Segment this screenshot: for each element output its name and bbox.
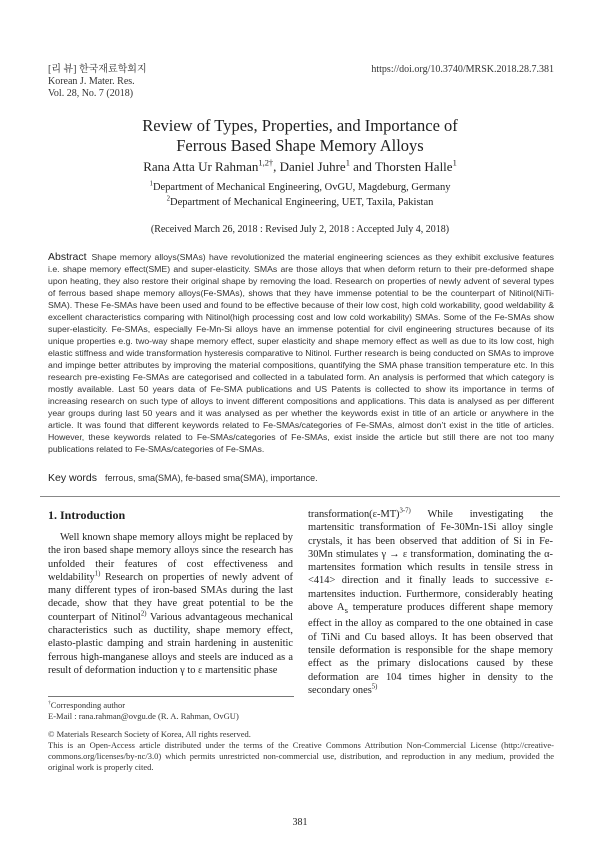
author-separator: , [273, 159, 280, 174]
author-affiliation-mark: 1,2† [258, 157, 274, 168]
citation-mark: 5) [371, 683, 378, 691]
footnote-mark: † [48, 700, 51, 707]
paper-title [0, 116, 600, 156]
journal-volume: Vol. 28, No. 7 (2018) [48, 88, 134, 99]
author-separator: and [349, 159, 375, 174]
keywords [48, 472, 318, 484]
affiliation-2 [0, 196, 600, 209]
keywords-text: ferrous, sma(SMA), fe-based sma(SMA), importance. [105, 473, 318, 483]
journal-korean: [리 뷰] 한국재료학회지 [48, 64, 147, 75]
journal-header [48, 64, 147, 100]
affiliation-text: Department of Mechanical Engineering, UET, Taxila, Pakistan [170, 197, 434, 208]
subscript: s [344, 605, 348, 616]
section-heading: 1. Introduction [48, 508, 126, 522]
journal-english: Korean J. Mater. Res. [48, 76, 135, 87]
footnote-corresponding [48, 700, 348, 711]
footnote-copyright: © Materials Research Society of Korea, All rights reserved. [48, 729, 251, 739]
footnote-email: E-Mail : rana.rahman@ovgu.de (R. A. Rahman, OvGU) [48, 711, 239, 721]
section-divider [40, 496, 560, 497]
doi-link[interactable]: https://doi.org/10.3740/MRSK.2018.28.7.381 [371, 64, 554, 75]
body-column-left [48, 531, 293, 677]
keywords-label: Key words [48, 472, 98, 484]
author-list [0, 159, 600, 175]
affiliation-1 [0, 181, 600, 194]
footnote-license: This is an Open-Access article distributed under the terms of the Creative Commons Attribution Non-Commercial License (http://creative-commons.org/licenses/by-nc/3.0) which permits unrestricted non-commercial use, distribution, and reproduction in any medium, provided the original work is properly cited. [48, 740, 554, 772]
citation-mark: 3-7) [399, 507, 411, 515]
abstract [48, 251, 554, 455]
author-name: Thorsten Halle [374, 159, 453, 174]
author-affiliation-mark: 1 [345, 157, 350, 168]
received-dates: (Received March 26, 2018 : Revised July 2, 2018 : Accepted July 4, 2018) [150, 224, 450, 235]
affiliation-text: Department of Mechanical Engineering, OvGU, Magdeburg, Germany [152, 182, 451, 193]
title-line-2: Ferrous Based Shape Memory Alloys [176, 136, 424, 155]
footnote-divider [48, 696, 294, 697]
page-number: 381 [292, 817, 308, 828]
body-text: While investigating the martensitic transformation of Fe-30Mn-1Si alloy single crystals, it has been observed that addition of Si in Fe-30Mn stimulates γ → ε transformation, dominating the α-martensites formation which results in tensile stress in <414> direction and it finally leads to successive ε-martensites induction. Furthermore, considerably heating above A [308, 509, 553, 614]
footnote-text: Corresponding author [50, 700, 126, 710]
author-name: Daniel Juhre [279, 159, 346, 174]
abstract-label: Abstract [48, 251, 87, 263]
abstract-text: Shape memory alloys(SMAs) have revolutionized the material engineering sciences as they exhibit exclusive features i.e. shape memory effect(SME) and super-elasticity. SMAs are those alloys that when deform return to their pre-deformed shape upon heating, they also restore their original shape by removing the load. Research on properties of newly advent of several types of ferrous based shape memory alloys(Fe-SMAs), shows that they have immense potential to be the counterpart of Nitinol(NiTi-SMA). These Fe-SMAs have been used and found to be effective because of their low cost, high cold workability, good weldability & excellent characteristics comparing with Nitinol(high processing cost and low cold workability) SMAs. Some of the Fe-SMAs show super-elasticity. Fe-SMAs, especially Fe-Mn-Si alloys have an immense potential for civil engineering structures because of its unique properties e.g. two-way shape memory effect, super elasticity and shape memory effect as well as due to its low cost, high elastic stiffness and wide transformation hysteresis comparative to Nitinol. Further research is being conducted on SMAs to improve and impinge better attributes by improving the material compositions, quantifying the SMA phase transition temperature etc. In this research pre-existing Fe-SMAs are categorised and collected in a tabulated form. An analysis is performed that which category is mostly available. Last 50 years data of Fe-SMA publications and US Patents is collected to show its importance in terms of increasing research on such type of alloys to invent different compositions and applications. This data is analysed as per different year groups during last 50 years and it was analysed as per whether the keywords exist in title of an article or anywhere in the article. It was found that different keywords related to Fe-SMAs/categories of Fe-SMAs, almost don’t exist in the title of articles. However, these keywords related to Fe-SMAs/categories of Fe-SMAs, exist inside the article but still there are not too many publications related to Fe-SMAs/categories of Fe-SMAs. [48, 252, 554, 454]
affiliation-number: 1 [149, 180, 153, 188]
author-affiliation-mark: 1 [452, 157, 457, 168]
body-text: temperature produces different shape memory effect in the alloy as compared to the one obtained in case of TiNi and Cu based alloys. It has been observed that tensile deformation is responsible for the shape memory effect as the primary dislocations caused by these deformation are 104 times higher in density to the secondary ones [308, 602, 553, 696]
citation-mark: 1) [94, 570, 101, 578]
body-text: Well known shape memory alloys might be replaced by the iron based shape memory alloys since the research has unfolded their features of cost effectiveness and weldability [48, 532, 293, 583]
body-text: Research on properties of newly advent of many different types of iron-based SMAs during the last decade, show that they have great potential to be the counterpart of Nitinol [48, 571, 293, 623]
body-text: transformation(ε-MT) [308, 509, 400, 520]
title-line-1: Review of Types, Properties, and Importance of [142, 116, 458, 135]
body-column-right [308, 508, 553, 697]
author-name: Rana Atta Ur Rahman [143, 159, 259, 174]
citation-mark: 2) [140, 610, 147, 618]
body-text: Various advantageous mechanical characteristics such as ductility, shape memory effect, elasto-plastic damping and strain hardening in austenitic ferrous high-manganese alloys and steels are induced as a result of deformation induction γ to ε martensitic phase [48, 611, 293, 676]
affiliation-number: 2 [166, 195, 171, 203]
